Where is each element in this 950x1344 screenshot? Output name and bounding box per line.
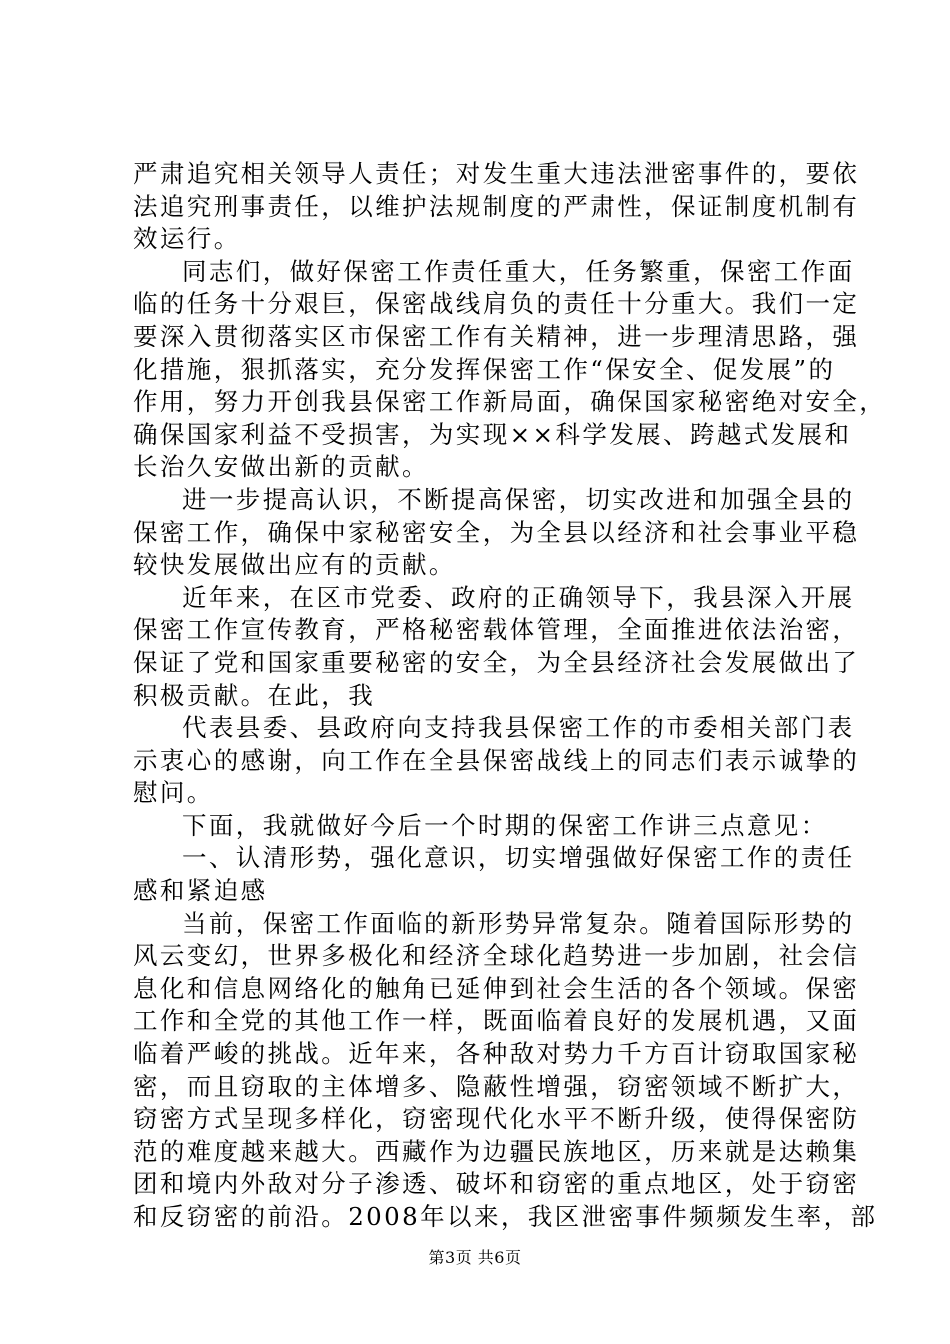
text-line: 代表县委、县政府向支持我县保密工作的市委相关部门表 xyxy=(182,713,855,743)
text-line: 临着严峻的挑战。近年来，各种敌对势力千方百计窃取国家秘 xyxy=(133,1039,860,1069)
text-line: 当前，保密工作面临的新形势异常复杂。随着国际形势的 xyxy=(182,908,855,938)
text-line: 严肃追究相关领导人责任；对发生重大违法泄密事件的，要依 xyxy=(133,159,860,188)
text-line: 一、认清形势，强化意识，切实增强做好保密工作的责任 xyxy=(182,843,855,873)
page-number-footer: 第3页 共6页 xyxy=(428,1248,522,1267)
text-line: 要深入贯彻落实区市保密工作有关精神，进一步理清思路，强 xyxy=(133,321,860,351)
text-line: 息化和信息网络化的触角已延伸到社会生活的各个领域。保密 xyxy=(133,973,860,1003)
text-line: 进一步提高认识，不断提高保密，切实改进和加强全县的 xyxy=(182,484,855,514)
text-line: 保密工作宣传教育，严格秘密载体管理，全面推进依法治密， xyxy=(133,615,860,645)
text-line: 效运行。 xyxy=(133,224,241,254)
text-line: 范的难度越来越大。西藏作为边疆民族地区，历来就是达赖集 xyxy=(133,1136,860,1166)
text-line: 法追究刑事责任，以维护法规制度的严肃性，保证制度机制有 xyxy=(133,191,860,221)
text-line: 确保国家利益不受损害，为实现××科学发展、跨越式发展和 xyxy=(133,419,852,449)
text-line: 保证了党和国家重要秘密的安全，为全县经济社会发展做出了 xyxy=(133,647,860,677)
text-line: 长治久安做出新的贡献。 xyxy=(133,452,429,482)
text-line: 工作和全党的其他工作一样，既面临着良好的发展机遇，又面 xyxy=(133,1006,860,1036)
text-line: 临的任务十分艰巨，保密战线肩负的责任十分重大。我们一定 xyxy=(133,289,860,319)
text-line: 化措施，狠抓落实，充分发挥保密工作“保安全、促发展”的 xyxy=(133,354,836,384)
text-line: 作用，努力开创我县保密工作新局面，确保国家秘密绝对安全， xyxy=(133,387,887,417)
document-body xyxy=(133,158,887,1234)
text-line: 较快发展做出应有的贡献。 xyxy=(133,550,456,580)
text-line: 近年来，在区市党委、政府的正确领导下，我县深入开展 xyxy=(182,582,855,612)
text-line: 慰问。 xyxy=(133,778,214,808)
text-line: 保密工作，确保中家秘密安全，为全县以经济和社会事业平稳 xyxy=(133,517,860,547)
text-line: 同志们，做好保密工作责任重大，任务繁重，保密工作面 xyxy=(182,256,855,286)
text-line: 示衷心的感谢，向工作在全县保密战线上的同志们表示诚挚的 xyxy=(133,745,860,775)
text-line: 窃密方式呈现多样化，窃密现代化水平不断升级，使得保密防 xyxy=(133,1104,860,1134)
text-line: 风云变幻，世界多极化和经济全球化趋势进一步加剧，社会信 xyxy=(133,941,860,971)
text-line: 和反窃密的前沿。2008年以来，我区泄密事件频频发生率，部 xyxy=(133,1202,878,1231)
text-line: 团和境内外敌对分子渗透、破坏和窃密的重点地区，处于窃密 xyxy=(133,1169,860,1199)
text-line: 下面，我就做好今后一个时期的保密工作讲三点意见： xyxy=(182,810,828,840)
text-line: 密，而且窃取的主体增多、隐蔽性增强，窃密领域不断扩大， xyxy=(133,1071,860,1101)
text-line: 积极贡献。在此，我 xyxy=(133,680,376,710)
text-line: 感和紧迫感 xyxy=(133,876,268,906)
